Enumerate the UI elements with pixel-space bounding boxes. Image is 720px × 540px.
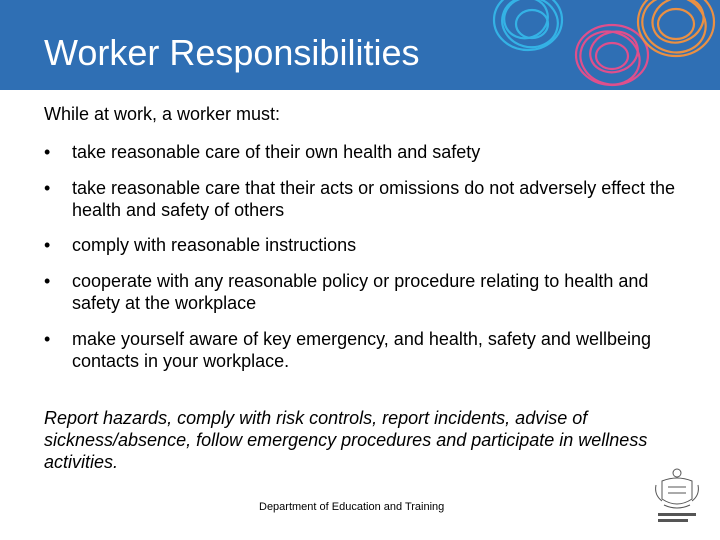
bullet-icon: • <box>44 271 51 291</box>
list-item <box>44 270 684 314</box>
bullet-icon: • <box>44 142 51 162</box>
list-item-text: comply with reasonable instructions <box>72 235 357 255</box>
list-item-text: make yourself aware of key emergency, and health, safety and wellbeing contacts in your workplace. <box>72 329 651 371</box>
bullet-icon: • <box>44 329 51 349</box>
list-item-text: take reasonable care that their acts or omissions do not adversely effect the health and safety of others <box>72 178 675 220</box>
bullet-icon: • <box>44 235 51 255</box>
list-item <box>44 234 684 256</box>
slide-title: Worker Responsibilities <box>44 32 420 73</box>
queensland-government-crest-icon <box>652 465 702 527</box>
header-banner <box>0 0 720 90</box>
list-item <box>44 141 684 163</box>
list-item-text: take reasonable care of their own health and safety <box>72 142 481 162</box>
intro-text: While at work, a worker must: <box>44 104 281 124</box>
footer-department: Department of Education and Training <box>259 501 445 513</box>
summary-text: Report hazards, comply with risk controls, report incidents, advise of sickness/absence, follow emergency procedures and participate in wellness activities. <box>44 408 648 472</box>
bullet-icon: • <box>44 178 51 198</box>
list-item-text: cooperate with any reasonable policy or procedure relating to health and safety at the workplace <box>72 271 649 313</box>
list-item <box>44 177 684 221</box>
list-item <box>44 328 684 372</box>
